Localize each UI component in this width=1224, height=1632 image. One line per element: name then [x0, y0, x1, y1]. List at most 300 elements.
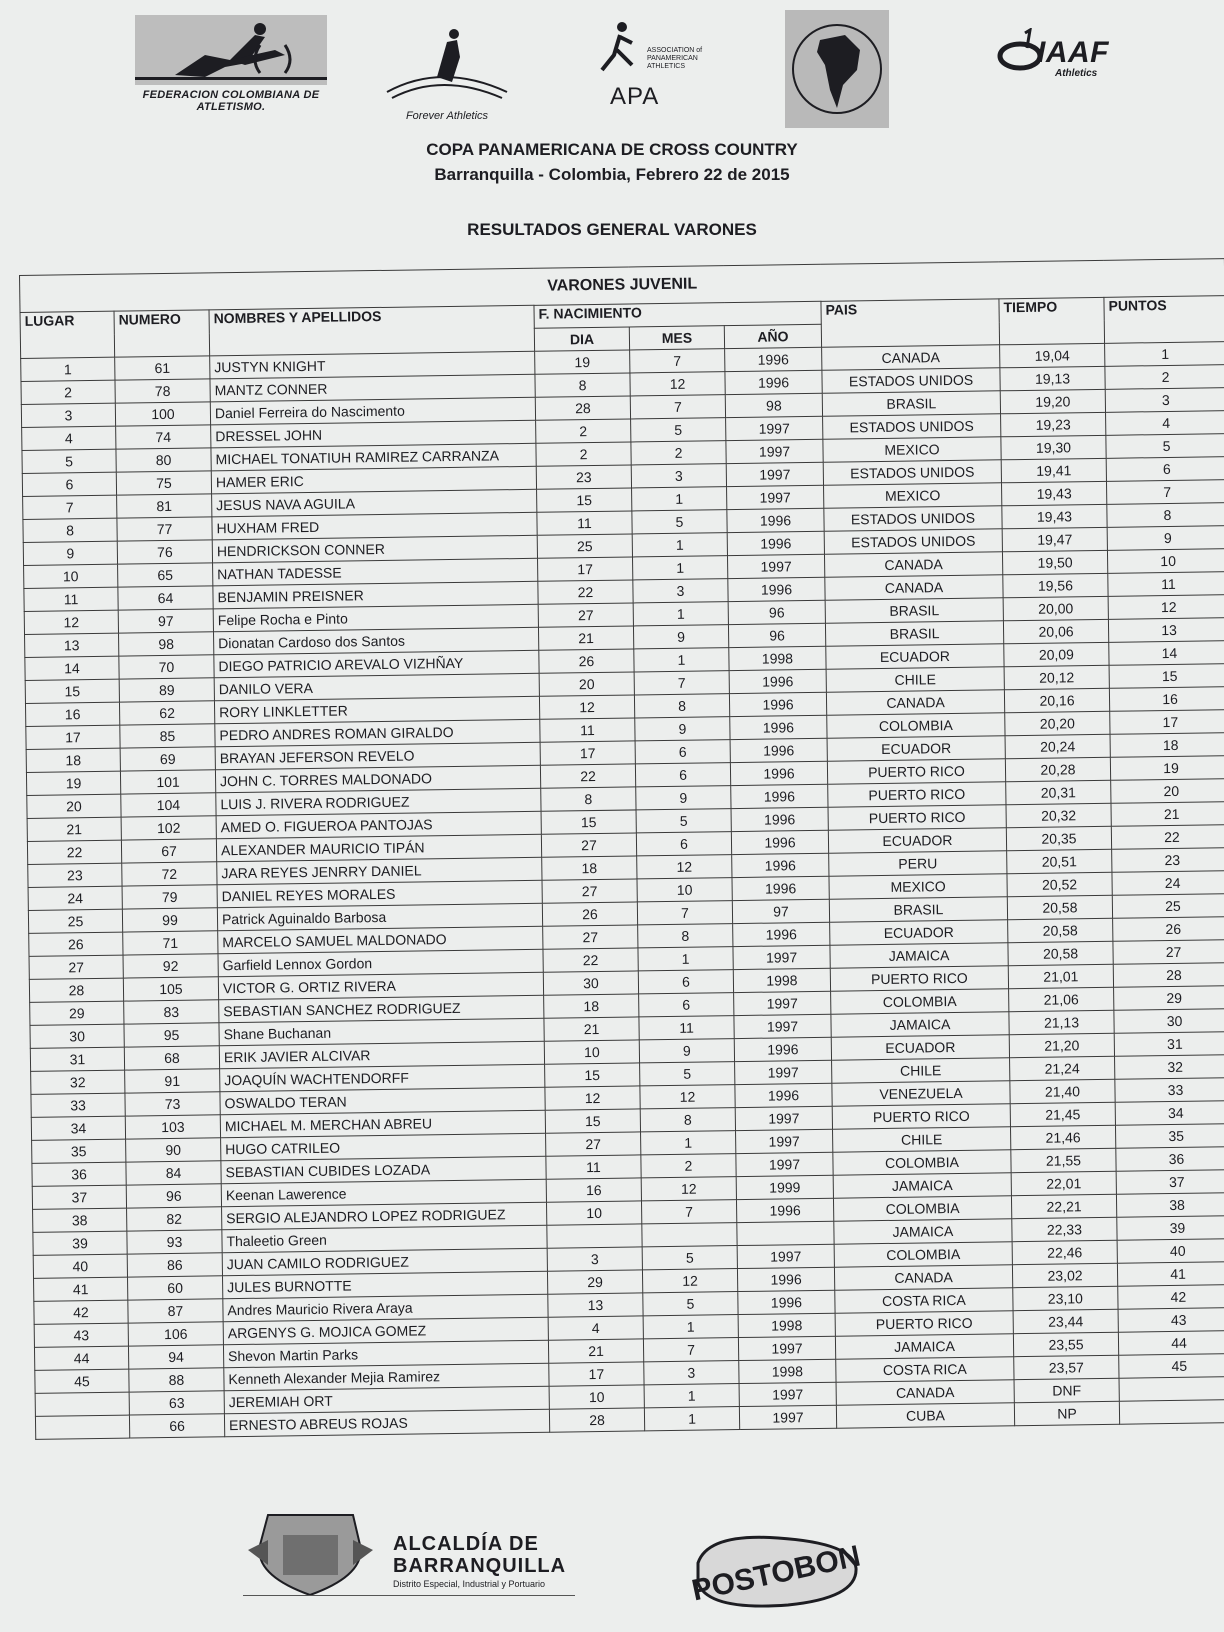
cell-puntos: 32 — [1115, 1055, 1224, 1080]
cell-tiempo: 20,58 — [1008, 918, 1113, 942]
cell-pais: BRASIL — [825, 621, 1003, 646]
iaaf-logo-sub: Athletics — [1055, 68, 1098, 79]
cell-dia: 17 — [538, 557, 633, 581]
cell-anio: 1996 — [735, 1083, 832, 1107]
col-dia: DIA — [534, 327, 629, 351]
cell-numero: 70 — [119, 655, 214, 679]
cell-puntos: 19 — [1110, 756, 1224, 781]
col-numero: NUMERO — [114, 310, 210, 357]
cell-tiempo: 23,10 — [1013, 1286, 1118, 1310]
cell-lugar: 20 — [27, 794, 121, 818]
cell-numero: 106 — [128, 1322, 223, 1346]
cell-dia: 8 — [541, 787, 636, 811]
cell-mes — [642, 1223, 737, 1247]
cell-anio: 1998 — [738, 1313, 835, 1337]
cell-anio: 1997 — [735, 1106, 832, 1130]
cell-mes: 8 — [638, 924, 733, 948]
cell-mes: 12 — [642, 1269, 737, 1293]
cell-tiempo: 19,41 — [1001, 458, 1106, 482]
cell-mes: 5 — [643, 1292, 738, 1316]
cell-pais: BRASIL — [822, 391, 1000, 416]
cell-puntos: 25 — [1112, 894, 1224, 919]
cell-mes: 5 — [642, 1246, 737, 1270]
cell-tiempo: 21,13 — [1009, 1010, 1114, 1034]
cell-puntos: 6 — [1106, 457, 1224, 482]
cell-numero: 63 — [129, 1391, 224, 1415]
cell-anio: 1997 — [739, 1405, 836, 1429]
cell-pais: ESTADOS UNIDOS — [824, 529, 1002, 554]
cell-lugar: 36 — [32, 1162, 126, 1186]
col-tiempo: TIEMPO — [999, 297, 1105, 344]
cell-pais: JAMAICA — [831, 1012, 1009, 1037]
cell-pais: CHILE — [832, 1058, 1010, 1083]
category-caption: VARONES JUVENIL — [20, 259, 1224, 313]
cell-numero: 65 — [118, 563, 213, 587]
cell-dia: 22 — [543, 948, 638, 972]
cell-puntos: 22 — [1111, 825, 1224, 850]
forever-athletics-text: Forever Athletics — [405, 110, 489, 122]
cell-numero: 75 — [116, 471, 211, 495]
cell-lugar: 12 — [24, 610, 118, 634]
cell-tiempo: 19,04 — [1000, 343, 1105, 367]
cell-numero: 89 — [119, 678, 214, 702]
cell-puntos: 4 — [1106, 411, 1224, 436]
consudatle-text — [785, 10, 786, 11]
cell-nombre: RORY LINKLETTER — [214, 696, 539, 724]
cell-mes: 1 — [643, 1315, 738, 1339]
cell-mes: 2 — [641, 1154, 736, 1178]
cell-puntos: 27 — [1113, 940, 1224, 965]
cell-anio: 1996 — [729, 692, 826, 716]
cell-lugar: 5 — [22, 449, 116, 473]
cell-tiempo: 21,06 — [1009, 987, 1114, 1011]
cell-dia: 29 — [547, 1270, 642, 1294]
sponsor-logos — [0, 10, 1224, 120]
cell-anio: 1997 — [738, 1336, 835, 1360]
cell-numero: 62 — [119, 701, 214, 725]
cell-tiempo: 19,23 — [1001, 412, 1106, 436]
cell-pais: CANADA — [825, 575, 1003, 600]
cell-puntos: 21 — [1111, 802, 1224, 827]
cell-tiempo: 21,55 — [1011, 1148, 1116, 1172]
cell-nombre: ERIK JAVIER ALCIVAR — [219, 1041, 544, 1069]
cell-nombre: Daniel Ferreira do Nascimento — [210, 397, 535, 425]
cell-dia: 11 — [546, 1155, 641, 1179]
cell-lugar: 35 — [32, 1139, 126, 1163]
cell-pais: ESTADOS UNIDOS — [824, 506, 1002, 531]
cell-tiempo: 23,44 — [1013, 1309, 1118, 1333]
cell-pais: PUERTO RICO — [828, 805, 1006, 830]
cell-puntos — [1119, 1400, 1224, 1425]
cell-mes: 9 — [635, 717, 730, 741]
cell-lugar: 14 — [25, 656, 119, 680]
cell-lugar: 37 — [32, 1185, 126, 1209]
cell-puntos: 37 — [1116, 1170, 1224, 1195]
cell-tiempo: 20,16 — [1004, 688, 1109, 712]
cell-nombre: JESUS NAVA AGUILA — [212, 489, 537, 517]
cell-puntos: 20 — [1111, 779, 1224, 804]
cell-lugar: 39 — [33, 1231, 127, 1255]
cell-tiempo: 19,13 — [1000, 366, 1105, 390]
cell-puntos: 35 — [1115, 1124, 1224, 1149]
cell-nombre: JUAN CAMILO RODRIGUEZ — [222, 1248, 547, 1276]
cell-pais: PERU — [829, 851, 1007, 876]
cell-tiempo: 20,12 — [1004, 665, 1109, 689]
barranquilla-emblem-icon — [248, 1505, 373, 1600]
cell-dia: 2 — [536, 419, 631, 443]
cell-tiempo: 20,51 — [1007, 849, 1112, 873]
cell-dia: 25 — [537, 534, 632, 558]
cell-anio: 1996 — [731, 830, 828, 854]
cell-puntos: 44 — [1118, 1331, 1224, 1356]
cell-nombre: Dionatan Cardoso dos Santos — [214, 627, 539, 655]
cell-nombre: NATHAN TADESSE — [213, 558, 538, 586]
cell-puntos: 34 — [1115, 1101, 1224, 1126]
cell-tiempo: 20,00 — [1003, 596, 1108, 620]
cell-mes: 1 — [632, 533, 727, 557]
cell-lugar: 11 — [24, 587, 118, 611]
federacion-colombiana-logo — [135, 15, 327, 115]
cell-mes: 11 — [639, 1016, 734, 1040]
cell-anio: 1996 — [733, 922, 830, 946]
col-anio: AÑO — [724, 324, 821, 348]
cell-pais: CANADA — [826, 690, 1004, 715]
cell-dia: 27 — [538, 603, 633, 627]
cell-nombre: ALEXANDER MAURICIO TIPÁN — [216, 834, 541, 862]
cell-puntos: 36 — [1116, 1147, 1224, 1172]
col-pais: PAIS — [821, 299, 1000, 347]
cell-anio: 1996 — [730, 715, 827, 739]
cell-mes: 12 — [641, 1177, 736, 1201]
footer-divider — [243, 1595, 575, 1596]
cell-dia — [547, 1224, 642, 1248]
cell-pais: PUERTO RICO — [828, 782, 1006, 807]
cell-lugar: 33 — [31, 1093, 125, 1117]
cell-pais: CANADA — [834, 1265, 1012, 1290]
cell-nombre: DRESSEL JOHN — [211, 420, 536, 448]
cell-mes: 7 — [637, 901, 732, 925]
cell-dia: 27 — [546, 1132, 641, 1156]
cell-lugar: 3 — [21, 403, 115, 427]
cell-mes: 1 — [638, 947, 733, 971]
cell-numero: 87 — [128, 1299, 223, 1323]
cell-nombre: JEREMIAH ORT — [224, 1386, 549, 1414]
cell-mes: 6 — [636, 832, 731, 856]
iaaf-swirl-icon — [995, 28, 1040, 78]
cell-puntos: 42 — [1118, 1285, 1224, 1310]
cell-puntos: 33 — [1115, 1078, 1224, 1103]
cell-nombre: Garfield Lennox Gordon — [218, 949, 543, 977]
cell-anio: 1996 — [725, 370, 822, 394]
cell-lugar: 30 — [30, 1024, 124, 1048]
cell-nombre: HUXHAM FRED — [212, 512, 537, 540]
cell-numero: 67 — [121, 839, 216, 863]
cell-lugar: 31 — [30, 1047, 124, 1071]
cell-mes: 3 — [644, 1361, 739, 1385]
cell-nombre: SEBASTIAN SANCHEZ RODRIGUEZ — [219, 995, 544, 1023]
cell-pais: ECUADOR — [830, 920, 1008, 945]
cell-puntos: 24 — [1112, 871, 1224, 896]
athlete-swoosh-icon — [382, 22, 512, 107]
col-fnacimiento: F. NACIMIENTO — [534, 301, 821, 328]
cell-puntos: 7 — [1106, 480, 1224, 505]
cell-lugar: 6 — [22, 472, 116, 496]
cell-numero: 79 — [122, 885, 217, 909]
cell-puntos: 43 — [1118, 1308, 1224, 1333]
cell-mes: 9 — [633, 625, 728, 649]
cell-dia: 11 — [540, 718, 635, 742]
cell-lugar: 15 — [25, 679, 119, 703]
cell-mes: 7 — [643, 1338, 738, 1362]
cell-lugar — [35, 1392, 129, 1416]
cell-anio: 1997 — [736, 1129, 833, 1153]
cell-lugar: 32 — [31, 1070, 125, 1094]
cell-anio: 98 — [725, 393, 822, 417]
cell-pais: CHILE — [833, 1127, 1011, 1152]
cell-mes: 1 — [634, 648, 729, 672]
cell-nombre: HAMER ERIC — [211, 466, 536, 494]
cell-anio: 1999 — [736, 1175, 833, 1199]
cell-numero: 86 — [127, 1253, 222, 1277]
cell-anio: 1997 — [726, 439, 823, 463]
cell-anio: 1996 — [738, 1290, 835, 1314]
cell-nombre: SEBASTIAN CUBIDES LOZADA — [221, 1156, 546, 1184]
cell-puntos: 8 — [1107, 503, 1224, 528]
cell-lugar: 18 — [26, 748, 120, 772]
cell-anio: 1996 — [732, 876, 829, 900]
cell-numero: 94 — [128, 1345, 223, 1369]
apa-athlete-icon — [592, 15, 652, 85]
cell-dia: 12 — [539, 695, 634, 719]
cell-anio: 1996 — [727, 531, 824, 555]
cell-pais: MEXICO — [824, 483, 1002, 508]
cell-pais: ESTADOS UNIDOS — [823, 460, 1001, 485]
cell-lugar: 42 — [34, 1300, 128, 1324]
cell-nombre: Thaleetio Green — [222, 1225, 547, 1253]
cell-puntos: 14 — [1109, 641, 1224, 666]
cell-nombre: LUIS J. RIVERA RODRIGUEZ — [216, 788, 541, 816]
cell-mes: 8 — [640, 1108, 735, 1132]
cell-dia: 8 — [535, 373, 630, 397]
cell-mes: 7 — [634, 671, 729, 695]
cell-numero: 71 — [123, 931, 218, 955]
cell-nombre: Keenan Lawerence — [221, 1179, 546, 1207]
cell-pais: COLOMBIA — [834, 1242, 1012, 1267]
cell-nombre: JOHN C. TORRES MALDONADO — [215, 765, 540, 793]
cell-tiempo: 19,20 — [1000, 389, 1105, 413]
cell-nombre: HENDRICKSON CONNER — [212, 535, 537, 563]
cell-anio: 1996 — [727, 508, 824, 532]
cell-nombre: Andres Mauricio Rivera Araya — [223, 1294, 548, 1322]
cell-nombre: DANIEL REYES MORALES — [217, 880, 542, 908]
cell-anio: 1996 — [734, 1037, 831, 1061]
postobon-logo — [688, 1523, 863, 1618]
cell-pais: CANADA — [822, 345, 1000, 370]
cell-anio: 1998 — [729, 646, 826, 670]
cell-anio: 1998 — [733, 968, 830, 992]
cell-dia: 21 — [544, 1017, 639, 1041]
cell-pais: PUERTO RICO — [835, 1311, 1013, 1336]
cell-dia: 2 — [536, 442, 631, 466]
cell-numero: 80 — [116, 448, 211, 472]
cell-nombre: JUSTYN KNIGHT — [210, 351, 535, 379]
cell-dia: 13 — [548, 1293, 643, 1317]
cell-mes: 1 — [633, 602, 728, 626]
col-mes: MES — [629, 326, 724, 350]
cell-numero: 96 — [126, 1184, 221, 1208]
cell-tiempo: 19,43 — [1002, 504, 1107, 528]
cell-pais: MEXICO — [829, 874, 1007, 899]
cell-mes: 8 — [634, 694, 729, 718]
cell-pais: CHILE — [826, 667, 1004, 692]
cell-dia: 28 — [549, 1408, 644, 1432]
cell-dia: 19 — [535, 350, 630, 374]
cell-lugar: 10 — [24, 564, 118, 588]
apa-logo-caption: ASSOCIATION of PANAMERICAN ATHLETICS — [647, 47, 703, 70]
cell-dia: 10 — [544, 1040, 639, 1064]
cell-anio: 1998 — [739, 1359, 836, 1383]
cell-lugar: 21 — [27, 817, 121, 841]
cell-nombre: ERNESTO ABREUS ROJAS — [224, 1409, 549, 1437]
cell-tiempo: 20,28 — [1005, 757, 1110, 781]
col-puntos: PUNTOS — [1104, 296, 1224, 344]
cell-puntos: 45 — [1119, 1354, 1224, 1379]
cell-lugar: 23 — [28, 863, 122, 887]
cell-puntos: 38 — [1116, 1193, 1224, 1218]
cell-lugar: 38 — [33, 1208, 127, 1232]
cell-mes: 10 — [637, 878, 732, 902]
cell-mes: 9 — [636, 786, 731, 810]
cell-mes: 5 — [632, 510, 727, 534]
cell-tiempo: 20,09 — [1004, 642, 1109, 666]
cell-lugar: 45 — [35, 1369, 129, 1393]
cell-dia: 23 — [536, 465, 631, 489]
cell-pais: COLOMBIA — [831, 989, 1009, 1014]
cell-puntos: 23 — [1112, 848, 1224, 873]
cell-tiempo: 19,56 — [1003, 573, 1108, 597]
cell-pais: BRASIL — [829, 897, 1007, 922]
cell-anio: 1996 — [730, 738, 827, 762]
cell-mes: 2 — [631, 441, 726, 465]
cell-puntos: 12 — [1108, 595, 1224, 620]
cell-dia: 28 — [535, 396, 630, 420]
cell-numero: 72 — [122, 862, 217, 886]
cell-puntos: 13 — [1108, 618, 1224, 643]
cell-nombre: VICTOR G. ORTIZ RIVERA — [218, 972, 543, 1000]
cell-nombre: Shane Buchanan — [219, 1018, 544, 1046]
forever-athletics-logo — [382, 22, 512, 122]
cell-pais: ESTADOS UNIDOS — [823, 414, 1001, 439]
cell-lugar: 9 — [23, 541, 117, 565]
cell-dia: 27 — [542, 879, 637, 903]
cell-pais: ECUADOR — [831, 1035, 1009, 1060]
cell-mes: 6 — [635, 740, 730, 764]
cell-dia: 17 — [549, 1362, 644, 1386]
cell-nombre: PEDRO ANDRES ROMAN GIRALDO — [215, 719, 540, 747]
cell-numero: 61 — [115, 356, 210, 380]
cell-nombre: Shevon Martin Parks — [223, 1340, 548, 1368]
alcaldia-line3: Distrito Especial, Industrial y Portuario — [393, 1579, 546, 1589]
cell-pais: COSTA RICA — [836, 1357, 1014, 1382]
results-body — [20, 259, 1224, 1440]
cell-puntos: 29 — [1114, 986, 1224, 1011]
cell-lugar: 44 — [34, 1346, 128, 1370]
alcaldia-line2: BARRANQUILLA — [393, 1555, 567, 1577]
cell-mes: 1 — [632, 487, 727, 511]
cell-dia: 22 — [540, 764, 635, 788]
cell-tiempo: 22,33 — [1012, 1217, 1117, 1241]
cell-pais: CANADA — [836, 1380, 1014, 1405]
cell-puntos: 15 — [1109, 664, 1224, 689]
south-america-map-icon — [785, 10, 889, 128]
cell-mes: 1 — [632, 556, 727, 580]
cell-numero: 83 — [124, 1000, 219, 1024]
cell-nombre: OSWALDO TERAN — [220, 1087, 545, 1115]
cell-puntos: 31 — [1114, 1032, 1224, 1057]
cell-tiempo: 19,43 — [1001, 481, 1106, 505]
cell-numero: 84 — [126, 1161, 221, 1185]
cell-lugar: 8 — [23, 518, 117, 542]
apa-logo — [592, 15, 732, 115]
cell-anio: 1996 — [731, 784, 828, 808]
cell-anio: 1997 — [734, 1014, 831, 1038]
cell-tiempo: DNF — [1014, 1378, 1119, 1402]
cell-numero: 69 — [120, 747, 215, 771]
cell-anio — [737, 1221, 834, 1245]
cell-mes: 5 — [640, 1062, 735, 1086]
cell-numero: 77 — [117, 517, 212, 541]
cell-lugar: 4 — [22, 426, 116, 450]
cell-pais: COLOMBIA — [833, 1196, 1011, 1221]
cell-puntos: 10 — [1107, 549, 1224, 574]
results-title: RESULTADOS GENERAL VARONES — [467, 220, 757, 239]
cell-numero: 81 — [117, 494, 212, 518]
cell-lugar: 24 — [28, 886, 122, 910]
cell-dia: 20 — [539, 672, 634, 696]
cell-pais: ECUADOR — [827, 736, 1005, 761]
cell-pais: JAMAICA — [835, 1334, 1013, 1359]
cell-dia: 17 — [540, 741, 635, 765]
cell-numero: 85 — [120, 724, 215, 748]
cell-tiempo: NP — [1014, 1401, 1119, 1425]
cell-lugar: 41 — [34, 1277, 128, 1301]
cell-numero: 78 — [115, 379, 210, 403]
cell-puntos: 3 — [1105, 388, 1224, 413]
cell-pais: JAMAICA — [834, 1219, 1012, 1244]
cell-nombre: Felipe Rocha e Pinto — [213, 604, 538, 632]
cell-mes: 7 — [630, 349, 725, 373]
cell-tiempo: 20,06 — [1003, 619, 1108, 643]
cell-pais: ECUADOR — [828, 828, 1006, 853]
cell-anio: 97 — [732, 899, 829, 923]
cell-pais: PUERTO RICO — [830, 966, 1008, 991]
cell-nombre: JOAQUÍN WACHTENDORFF — [220, 1064, 545, 1092]
cell-anio: 1997 — [727, 485, 824, 509]
cell-tiempo: 21,01 — [1008, 964, 1113, 988]
cell-tiempo: 19,47 — [1002, 527, 1107, 551]
cell-numero: 88 — [129, 1368, 224, 1392]
cell-dia: 15 — [545, 1109, 640, 1133]
cell-nombre: MICHAEL TONATIUH RAMIREZ CARRANZA — [211, 443, 536, 471]
iaaf-logo — [995, 28, 1130, 88]
cell-puntos: 16 — [1109, 687, 1224, 712]
cell-puntos: 11 — [1108, 572, 1224, 597]
cell-puntos: 18 — [1110, 733, 1224, 758]
cell-lugar: 19 — [26, 771, 120, 795]
cell-tiempo: 21,20 — [1009, 1033, 1114, 1057]
cell-tiempo: 21,40 — [1010, 1079, 1115, 1103]
cell-nombre: HUGO CATRILEO — [221, 1133, 546, 1161]
